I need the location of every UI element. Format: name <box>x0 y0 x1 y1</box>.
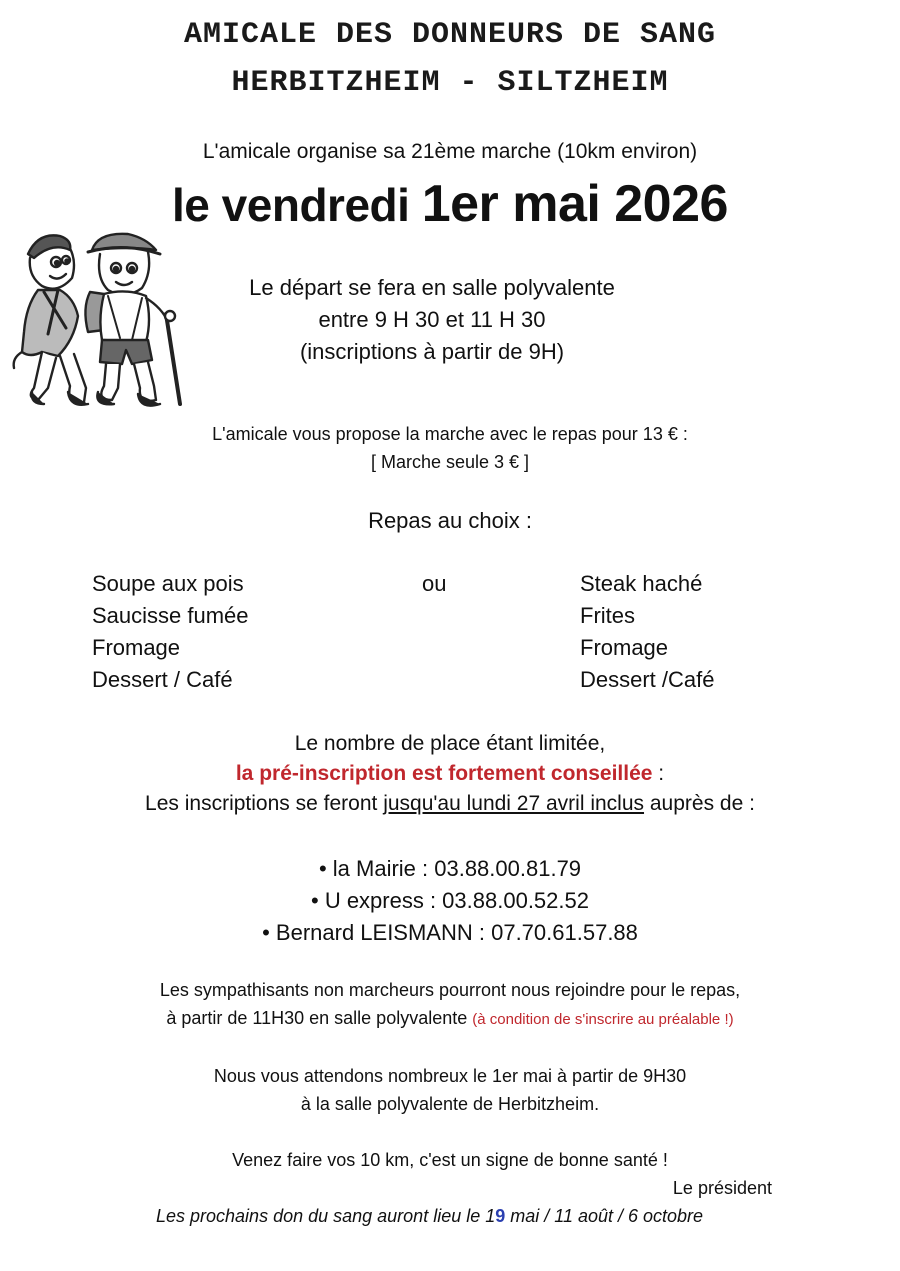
departure-line3: (inscriptions à partir de 9H) <box>299 339 565 364</box>
footer-next-dates <box>156 1206 703 1227</box>
menu-right-item: Frites <box>580 603 635 628</box>
departure-line1: Le départ se fera en salle polyvalente <box>249 275 615 300</box>
supporters-line1: Les sympathisants non marcheurs pourront nous rejoindre pour le repas, <box>159 980 741 1000</box>
header-title-line2: HERBITZHEIM - SILTZHEIM <box>231 66 669 100</box>
menu-left-item: Fromage <box>92 635 181 660</box>
footer-handwritten-digit: 9 <box>495 1206 506 1226</box>
registration-line2 <box>0 762 900 786</box>
supporters-note: (à condition de s'inscrire au préalable !) <box>472 1011 734 1028</box>
registration-colon: : <box>658 762 665 785</box>
welcome-line1: Nous vous attendons nombreux le 1er mai à partir de 9H30 <box>213 1066 687 1086</box>
menu-right-item: Fromage <box>580 635 669 660</box>
menu-right <box>580 568 860 696</box>
menu-left <box>92 568 412 696</box>
footer-prefix: Les prochains don du sang auront lieu le 1 <box>156 1206 496 1226</box>
menu-left-item: Soupe aux pois <box>92 571 244 596</box>
registration-line3 <box>0 792 900 816</box>
closing-text: Venez faire vos 10 km, c'est un signe de bonne santé ! <box>232 1150 668 1170</box>
menu-right-item: Steak haché <box>580 571 703 596</box>
contact-uexpress: • U express : 03.88.00.52.52 <box>311 888 589 913</box>
supporters-time: à partir de 11H30 en salle polyvalente <box>166 1008 468 1028</box>
intro-text: L'amicale organise sa 21ème marche (10km environ) <box>202 140 698 163</box>
hikers-illustration <box>8 228 190 412</box>
menu-right-item: Dessert /Café <box>580 667 715 692</box>
registration-deadline: jusqu'au lundi 27 avril inclus <box>383 792 645 815</box>
contact-mairie: • la Mairie : 03.88.00.81.79 <box>318 856 582 881</box>
departure-line2: entre 9 H 30 et 11 H 30 <box>318 307 546 332</box>
departure-block <box>190 272 674 368</box>
date-prefix: le vendredi <box>172 179 410 231</box>
menu-left-item: Saucisse fumée <box>92 603 249 628</box>
event-date <box>0 174 900 234</box>
registration-suffix: auprès de : <box>649 792 755 815</box>
footer-suffix: mai / 11 août / 6 octobre <box>505 1206 704 1226</box>
menu-or-label: ou <box>422 571 447 596</box>
menu-heading: Repas au choix : <box>368 508 532 533</box>
registration-line1: Le nombre de place étant limitée, <box>294 732 606 755</box>
date-main: 1er mai 2026 <box>421 175 728 233</box>
contact-leismann: • Bernard LEISMANN : 07.70.61.57.88 <box>262 920 638 945</box>
supporters-line2 <box>0 1008 900 1029</box>
menu-left-item: Dessert / Café <box>92 667 233 692</box>
header-title-line1: AMICALE DES DONNEURS DE SANG <box>183 18 717 52</box>
signature: Le président <box>672 1178 772 1198</box>
pricing-line1: L'amicale vous propose la marche avec le repas pour 13 € : <box>212 424 688 444</box>
preregistration-warning: la pré-inscription est fortement conseillée <box>235 762 653 785</box>
pricing-line2: [ Marche seule 3 € ] <box>370 452 530 472</box>
registration-prefix: Les inscriptions se feront <box>145 792 378 815</box>
welcome-line2: à la salle polyvalente de Herbitzheim. <box>300 1094 600 1114</box>
